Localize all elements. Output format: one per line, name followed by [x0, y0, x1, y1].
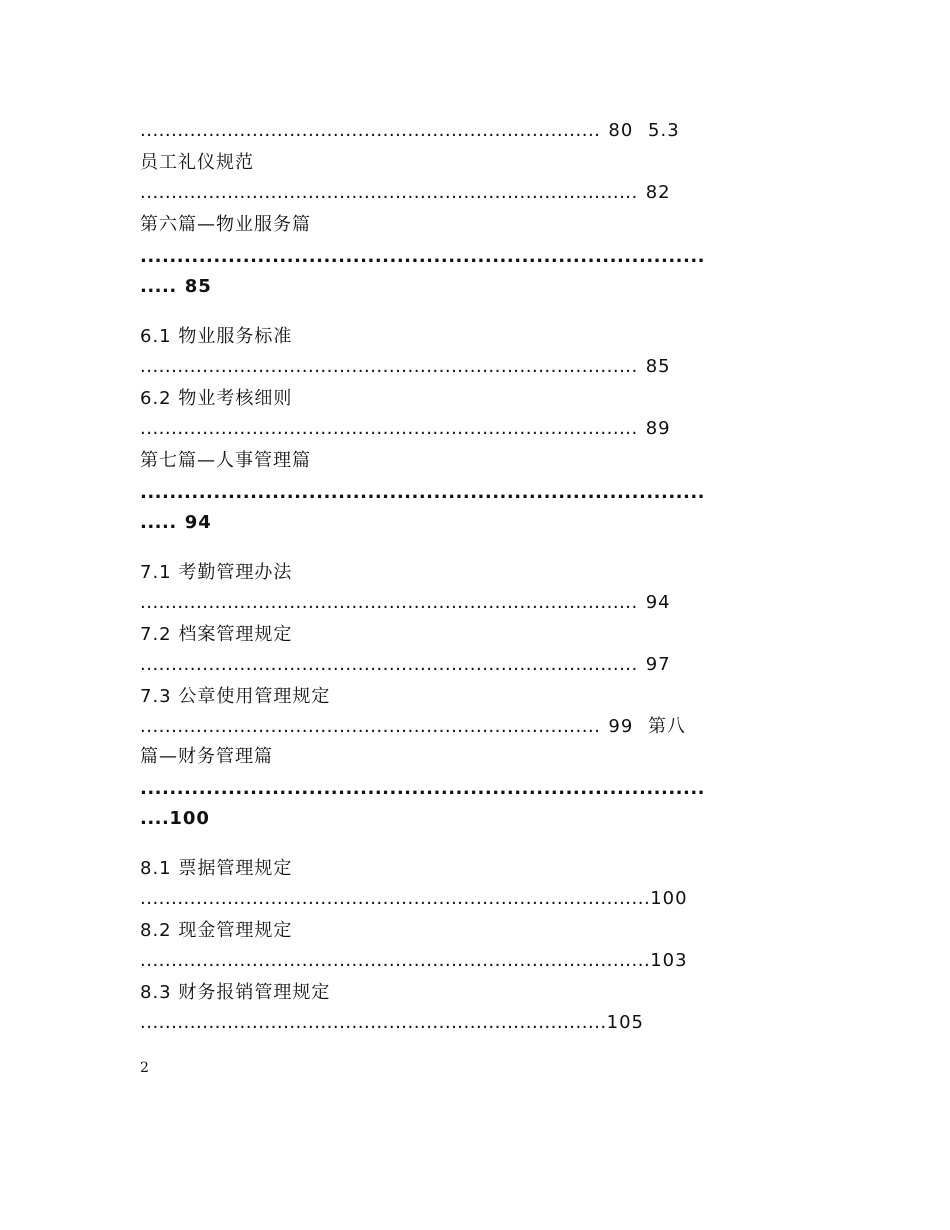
toc-leader-line — [140, 590, 671, 616]
toc-page-number: 85 — [184, 276, 212, 297]
footer-page-number: 2 — [140, 1060, 149, 1076]
toc-entry-title — [140, 918, 292, 944]
toc-leader-line — [140, 180, 671, 206]
toc-page-number: 105 — [606, 1012, 644, 1033]
toc-entry-title-text: 7.2 档案管理规定 — [140, 624, 293, 645]
toc-entry-title — [140, 980, 330, 1006]
toc-leader-line — [140, 806, 210, 832]
toc-dot-leader: ..... — [140, 276, 177, 297]
toc-page-number: 97 — [645, 654, 671, 675]
toc-chapter-title-text: 第七篇—人事管理篇 — [140, 450, 311, 471]
toc-entry-title-text: 6.1 物业服务标准 — [140, 326, 293, 347]
toc-dot-leader: ..... — [140, 512, 177, 533]
toc-dot-leader: ................................................................................ — [140, 592, 638, 613]
toc-dot-leader: ............................................................................. — [140, 246, 706, 267]
toc-entry-title-text: 7.1 考勤管理办法 — [140, 562, 293, 583]
toc-page-number: 89 — [645, 418, 671, 439]
toc-chapter-title — [140, 212, 311, 238]
toc-dot-leader: .................................................................................. — [140, 888, 651, 909]
toc-leader-line — [140, 244, 705, 270]
toc-entry-title-text: 7.3 公章使用管理规定 — [140, 686, 331, 707]
toc-entry-title — [140, 150, 254, 176]
toc-leader-line — [140, 886, 688, 912]
toc-page-number: 100 — [169, 808, 210, 829]
toc-page-number: 94 — [645, 592, 671, 613]
toc-chapter-title-text: 篇—财务管理篇 — [140, 746, 273, 767]
toc-chapter-title-text: 第六篇—物业服务篇 — [140, 214, 311, 235]
toc-chapter-title — [140, 744, 273, 770]
toc-leader-line — [140, 480, 705, 506]
toc-leader-line — [140, 118, 680, 144]
toc-leader-line — [140, 416, 671, 442]
toc-page-number: 94 — [184, 512, 212, 533]
toc-entry-title-text: 8.1 票据管理规定 — [140, 858, 293, 879]
toc-dot-leader: ................................................................................ — [140, 418, 638, 439]
toc-leader-line — [140, 948, 688, 974]
toc-dot-leader: ................................................................................ — [140, 356, 638, 377]
toc-page-number: 99 — [608, 716, 634, 737]
toc-leader-line — [140, 274, 212, 300]
toc-dot-leader: .......................................................................... — [140, 120, 601, 141]
toc-entry-title — [140, 856, 292, 882]
toc-leader-line — [140, 510, 212, 536]
toc-dot-leader: ................................................................................ — [140, 182, 638, 203]
toc-leader-line — [140, 354, 671, 380]
toc-dot-leader: .......................................................................... — [140, 716, 601, 737]
toc-page-number: 80 — [608, 120, 634, 141]
toc-leader-line — [140, 714, 686, 740]
toc-leader-line — [140, 1010, 644, 1036]
toc-page-number: 82 — [645, 182, 671, 203]
toc-entry-title — [140, 386, 292, 412]
toc-entry-title — [140, 560, 292, 586]
toc-entry-title-text: 8.3 财务报销管理规定 — [140, 982, 331, 1003]
toc-entry-title-text: 员工礼仪规范 — [140, 152, 254, 173]
toc-entry-title — [140, 684, 330, 710]
toc-entry-title — [140, 324, 292, 350]
toc-dot-leader: ................................................................................ — [140, 654, 638, 675]
toc-entry-title — [140, 622, 292, 648]
toc-chapter-title — [140, 448, 311, 474]
toc-dot-leader: .... — [140, 808, 170, 829]
toc-dot-leader: ............................................................................. — [140, 482, 706, 503]
toc-dot-leader: .................................................................................. — [140, 950, 651, 971]
toc-entry-number: 5.3 — [648, 120, 680, 141]
toc-leader-line — [140, 652, 671, 678]
toc-dot-leader: ............................................................................. — [140, 778, 706, 799]
toc-entry-title-text: 8.2 现金管理规定 — [140, 920, 293, 941]
toc-page-number: 100 — [650, 888, 688, 909]
toc-leader-line — [140, 776, 705, 802]
toc-entry-title-text: 6.2 物业考核细则 — [140, 388, 293, 409]
toc-page-number: 103 — [650, 950, 688, 971]
toc-dot-leader: ........................................................................... — [140, 1012, 607, 1033]
toc-chapter-title-fragment: 第八 — [648, 716, 687, 737]
toc-page-number: 85 — [645, 356, 671, 377]
